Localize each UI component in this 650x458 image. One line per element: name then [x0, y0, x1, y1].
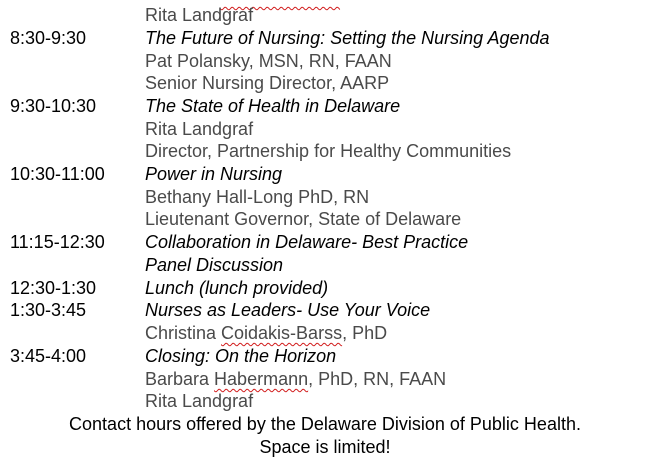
session-1-title: The Future of Nursing: Setting the Nursing Agenda: [145, 28, 550, 48]
session-3-speaker-role: Lieutenant Governor, State of Delaware: [145, 209, 462, 229]
session-5-time: 12:30-1:30: [10, 278, 97, 298]
top-speaker: Rita Landgraf: [145, 5, 254, 25]
session-4-detail: Panel Discussion: [145, 255, 284, 275]
session-6-title: Nurses as Leaders- Use Your Voice: [145, 300, 431, 320]
session-3-time: 10:30-11:00: [10, 164, 105, 184]
session-7-speaker: Barbara Habermann, PhD, RN, FAAN: [145, 369, 447, 389]
session-7-speaker-2: Rita Landgraf: [145, 391, 254, 411]
space-limited-note: Space is limited!: [259, 437, 391, 457]
session-2-time: 9:30-10:30: [10, 96, 97, 116]
session-1-speaker: Pat Polansky, MSN, RN, FAAN: [145, 51, 392, 71]
session-2-speaker-role: Director, Partnership for Healthy Communities: [145, 141, 512, 161]
session-3-title: Power in Nursing: [145, 164, 283, 184]
session-1-speaker-role: Senior Nursing Director, AARP: [145, 73, 390, 93]
session-1-time: 8:30-9:30: [10, 28, 87, 48]
session-3-speaker: Bethany Hall-Long PhD, RN: [145, 187, 370, 207]
session-4-time: 11:15-12:30: [10, 232, 105, 252]
session-2-speaker: Rita Landgraf: [145, 119, 254, 139]
session-6-time: 1:30-3:45: [10, 300, 87, 320]
session-7-title: Closing: On the Horizon: [145, 346, 337, 366]
session-5-title: Lunch (lunch provided): [145, 278, 329, 298]
session-7-time: 3:45-4:00: [10, 346, 87, 366]
contact-hours-note: Contact hours offered by the Delaware Division of Public Health.: [69, 414, 581, 434]
spellcheck-flagged-word: Coidakis-Barss: [221, 323, 343, 343]
session-2-title: The State of Health in Delaware: [145, 96, 401, 116]
session-6-speaker: Christina Coidakis-Barss, PhD: [145, 323, 388, 343]
spellcheck-flagged-word: Habermann: [214, 369, 309, 389]
session-4-title: Collaboration in Delaware- Best Practice: [145, 232, 469, 252]
